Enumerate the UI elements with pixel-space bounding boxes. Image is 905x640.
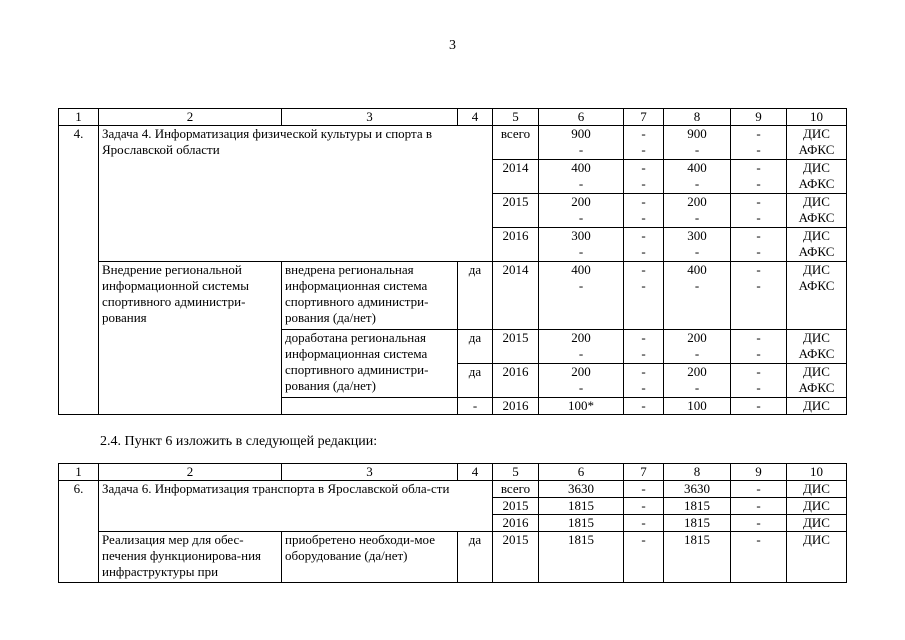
value-cell: - [624,532,664,583]
value-cell: 300 - [664,228,731,262]
value-cell: - [731,398,787,415]
value-cell: - - [731,194,787,228]
value-cell: 3630 [539,481,624,498]
header-cell: 9 [731,109,787,126]
value-cell: 400 - [539,262,624,330]
executor-cell: ДИС [787,532,847,583]
task-number: 4. [59,126,99,415]
year-cell: 2014 [493,160,539,194]
value-cell: - [731,498,787,515]
year-cell: 2016 [493,398,539,415]
value-cell: 200 - [539,364,624,398]
value-cell: - [624,481,664,498]
header-row [59,464,847,481]
measure-name: Внедрение региональной информационной системы спортивного администри-рования [99,262,282,415]
header-cell: 6 [539,464,624,481]
value-cell: - - [731,364,787,398]
indicator-value: - [458,398,493,415]
executor-cell: ДИС АФКС [787,126,847,160]
header-cell: 7 [624,109,664,126]
header-cell: 8 [664,464,731,481]
value-cell: 900 - [664,126,731,160]
header-cell: 1 [59,464,99,481]
value-cell: 3630 [664,481,731,498]
task-title: Задача 6. Информатизация транспорта в Ярославской обла-сти [99,481,493,532]
header-cell: 2 [99,464,282,481]
table-task-6 [58,463,847,583]
executor-cell: ДИС АФКС [787,194,847,228]
task-title: Задача 4. Информатизация физической культуры и спорта в Ярославской области [99,126,493,262]
value-cell: 400 - [664,262,731,330]
table-task-4 [58,108,847,415]
year-cell: 2015 [493,498,539,515]
indicator-value: да [458,532,493,583]
header-cell: 7 [624,464,664,481]
indicator-value: да [458,364,493,398]
indicator-cell [282,398,458,415]
value-cell: - - [624,194,664,228]
year-cell: 2016 [493,228,539,262]
value-cell: - - [624,126,664,160]
value-cell: 1815 [539,532,624,583]
value-cell: - - [624,364,664,398]
year-cell: 2016 [493,364,539,398]
value-cell: 200 - [664,194,731,228]
header-cell: 1 [59,109,99,126]
value-cell: 1815 [539,498,624,515]
table-row [59,126,847,160]
value-cell: - [731,515,787,532]
value-cell: 1815 [664,498,731,515]
indicator-cell: внедрена региональная информационная система спортивного администри-рования (да/нет) [282,262,458,330]
value-cell: - - [731,160,787,194]
value-cell: - - [624,228,664,262]
year-cell: 2015 [493,194,539,228]
header-cell: 2 [99,109,282,126]
header-cell: 10 [787,109,847,126]
value-cell: 200 - [539,194,624,228]
year-cell: всего [493,481,539,498]
value-cell: - - [731,330,787,364]
executor-cell: ДИС АФКС [787,160,847,194]
header-cell: 5 [493,464,539,481]
value-cell: 400 - [664,160,731,194]
task-number: 6. [59,481,99,583]
header-cell: 4 [458,464,493,481]
header-cell: 8 [664,109,731,126]
value-cell: - - [731,262,787,330]
value-cell: - [731,532,787,583]
value-cell: - [624,498,664,515]
value-cell: 300 - [539,228,624,262]
indicator-cell: приобретено необходи-мое оборудование (да/нет) [282,532,458,583]
indicator-cell: доработана региональная информационная система спортивного администри-рования (да/нет) [282,330,458,398]
value-cell: - - [624,330,664,364]
header-cell: 5 [493,109,539,126]
executor-cell: ДИС [787,515,847,532]
value-cell: - - [731,228,787,262]
value-cell: 1815 [539,515,624,532]
header-cell: 4 [458,109,493,126]
executor-cell: ДИС [787,481,847,498]
value-cell: - [624,515,664,532]
value-cell: 200 - [664,364,731,398]
executor-cell: ДИС АФКС [787,262,847,330]
table-row [59,532,847,583]
value-cell: - [731,481,787,498]
value-cell: - [624,398,664,415]
header-cell: 9 [731,464,787,481]
year-cell: 2016 [493,515,539,532]
value-cell: - - [624,262,664,330]
table-row [59,481,847,498]
value-cell: - - [624,160,664,194]
indicator-value: да [458,262,493,330]
year-cell: всего [493,126,539,160]
indicator-value: да [458,330,493,364]
header-cell: 3 [282,109,458,126]
value-cell: 200 - [664,330,731,364]
executor-cell: ДИС [787,498,847,515]
value-cell: 400 - [539,160,624,194]
measure-name: Реализация мер для обес-печения функционирова-ния инфраструктуры при [99,532,282,583]
value-cell: 900 - [539,126,624,160]
executor-cell: ДИС АФКС [787,330,847,364]
value-cell: 1815 [664,532,731,583]
value-cell: - - [731,126,787,160]
value-cell: 1815 [664,515,731,532]
header-cell: 3 [282,464,458,481]
header-row [59,109,847,126]
executor-cell: ДИС [787,398,847,415]
value-cell: 200 - [539,330,624,364]
page-number: 3 [449,38,456,53]
header-cell: 6 [539,109,624,126]
header-cell: 10 [787,464,847,481]
value-cell: 100 [664,398,731,415]
year-cell: 2015 [493,532,539,583]
value-cell: 100* [539,398,624,415]
year-cell: 2015 [493,330,539,364]
year-cell: 2014 [493,262,539,330]
executor-cell: ДИС АФКС [787,228,847,262]
executor-cell: ДИС АФКС [787,364,847,398]
amendment-paragraph: 2.4. Пункт 6 изложить в следующей редакции: [100,434,378,449]
table-row [59,262,847,330]
